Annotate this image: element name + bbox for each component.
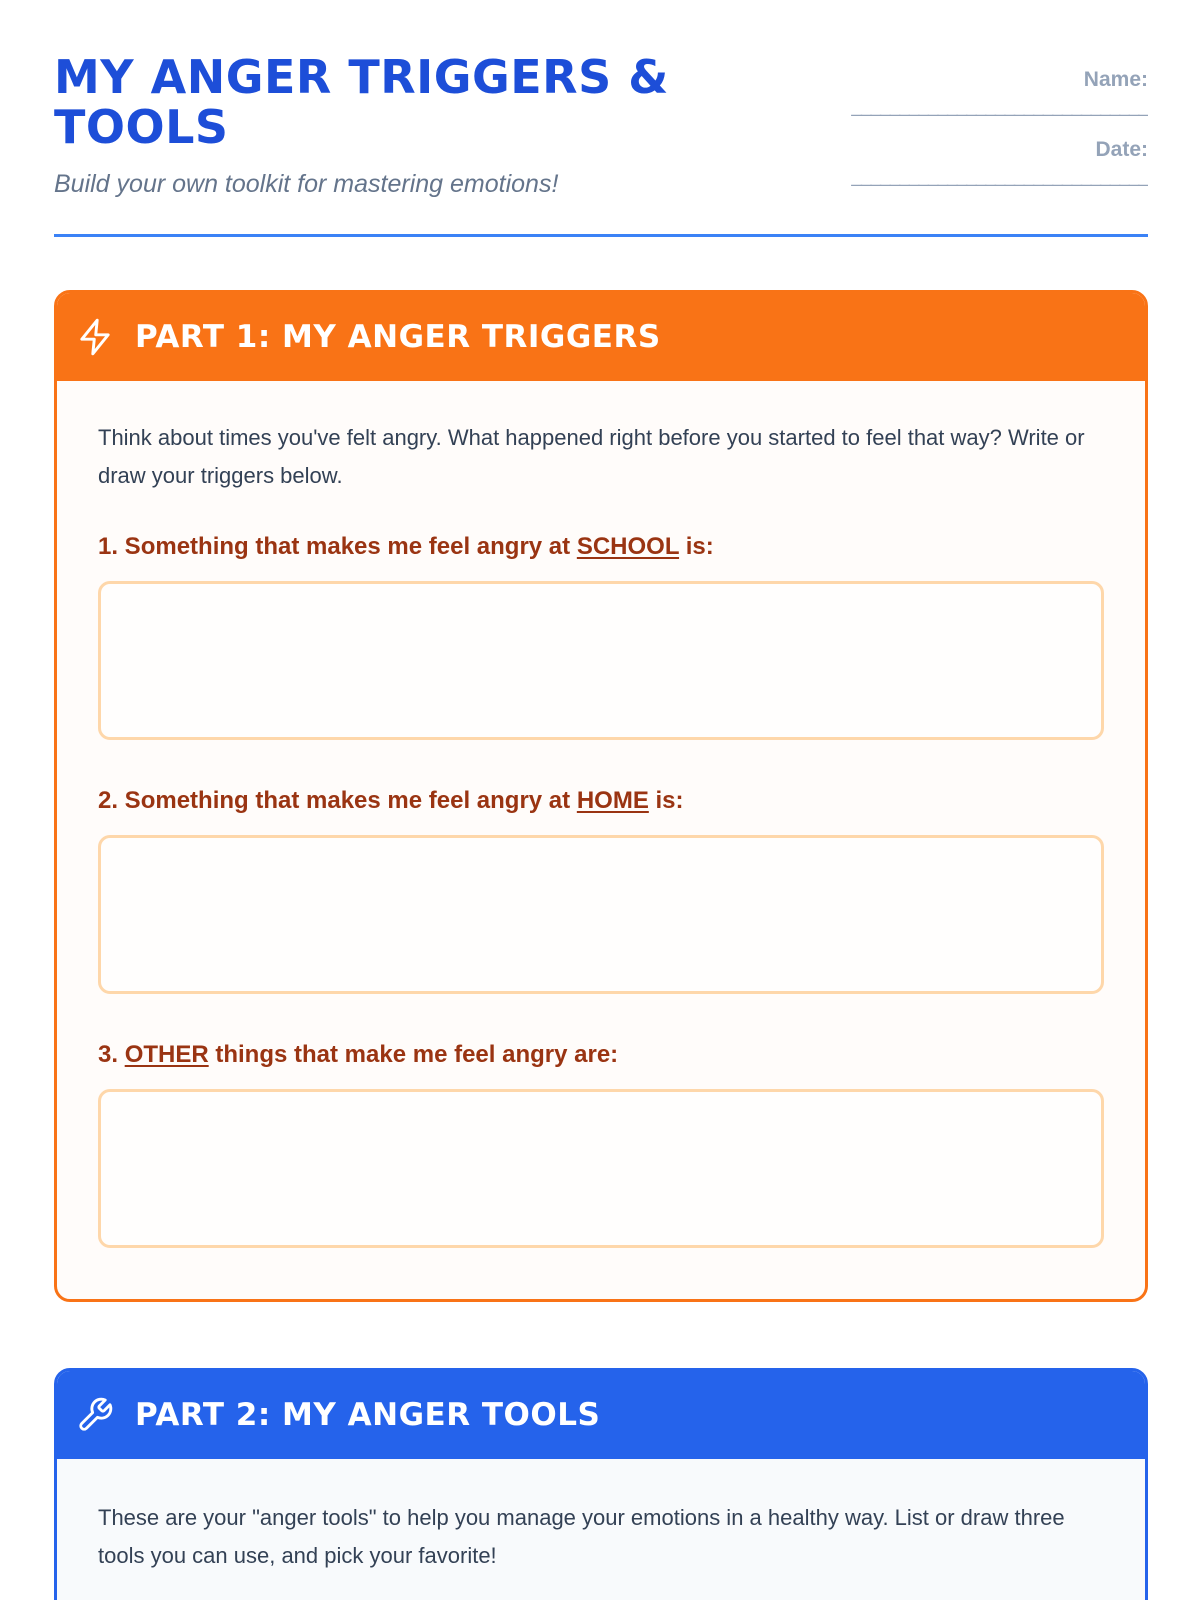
school-trigger-prompt: 1. Something that makes me feel angry at SCHOOL is: (98, 533, 714, 560)
part1-title: PART 1: MY ANGER TRIGGERS (135, 319, 661, 355)
other-trigger-prompt: 3. OTHER things that make me feel angry are: (98, 1041, 619, 1068)
wrench-icon (75, 1395, 115, 1435)
name-label: Name: (1083, 68, 1148, 91)
home-trigger-answer-box[interactable] (98, 835, 1104, 994)
worksheet-page (54, 0, 1148, 1600)
date-label: Date: (1095, 138, 1148, 161)
part2-intro: These are your "anger tools" to help you manage your emotions in a healthy way. List or draw three tools you can use, and pick your favorite! (98, 1505, 1065, 1568)
school-trigger-answer-box[interactable] (98, 581, 1104, 740)
page-title: MY ANGER TRIGGERS & TOOLS (54, 50, 669, 154)
part1-triggers-section (54, 290, 1148, 1302)
date-blank[interactable]: _______________________________ (851, 166, 1148, 187)
name-date-fields (828, 68, 1148, 194)
other-trigger-answer-box[interactable] (98, 1089, 1104, 1248)
worksheet-header (54, 52, 1148, 237)
part1-header (57, 293, 1145, 381)
part2-header (57, 1371, 1145, 1459)
part2-title: PART 2: MY ANGER TOOLS (135, 1397, 601, 1433)
home-trigger-prompt: 2. Something that makes me feel angry at HOME is: (98, 787, 684, 814)
part2-tools-section (54, 1368, 1148, 1600)
page-subtitle: Build your own toolkit for mastering emotions! (54, 170, 559, 198)
name-blank[interactable]: _______________________________ (851, 96, 1148, 117)
lightning-bolt-icon (75, 317, 115, 357)
part1-intro: Think about times you've felt angry. What happened right before you started to feel that way? Write or draw your triggers below. (98, 425, 1085, 488)
